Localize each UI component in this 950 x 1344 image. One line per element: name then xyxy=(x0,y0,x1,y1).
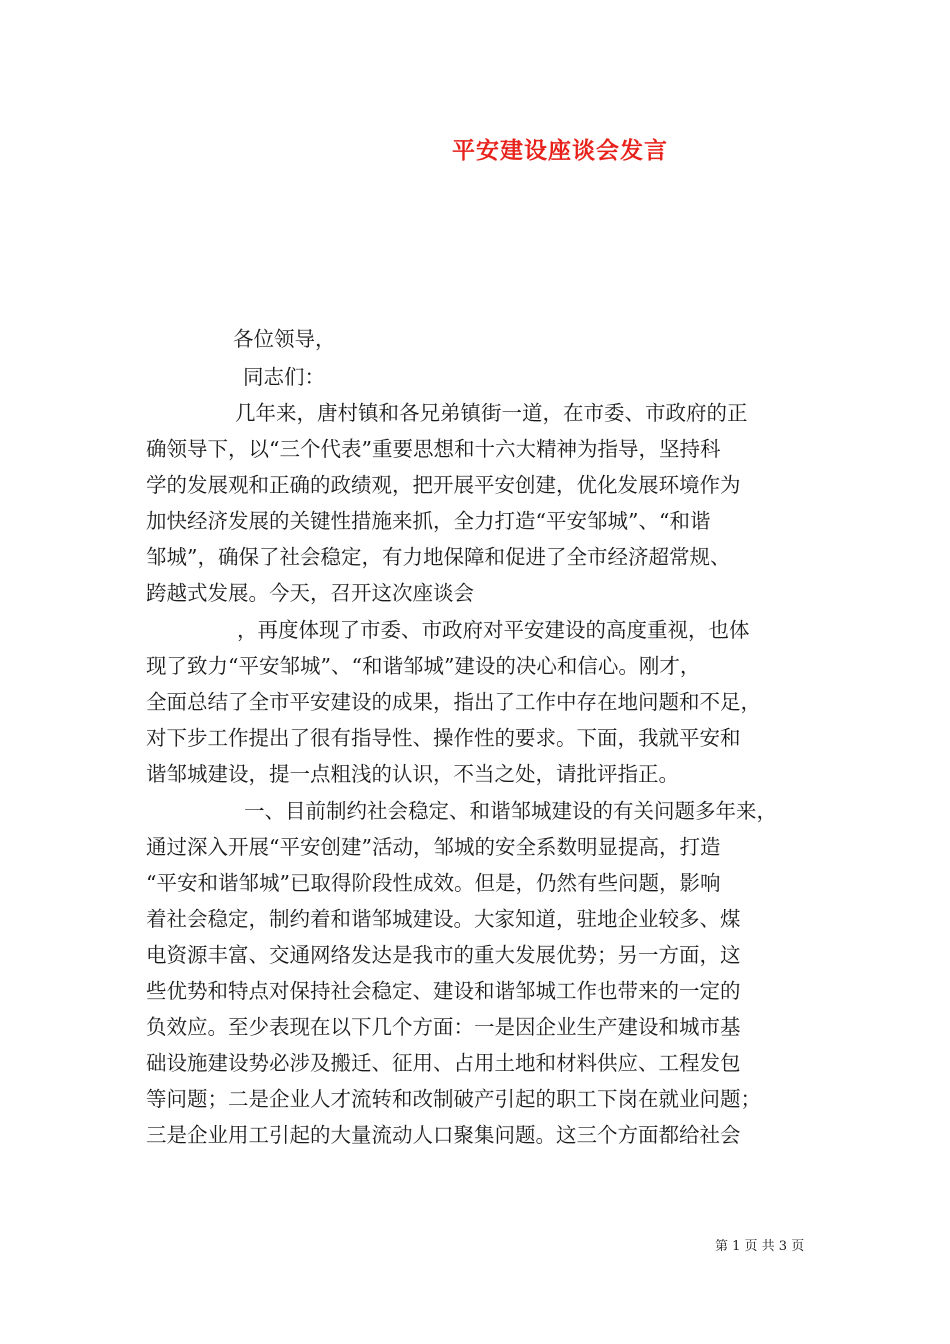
body-line: 负效应。至少表现在以下几个方面：一是因企业生产建设和城市基 xyxy=(146,1015,741,1039)
page-number-footer: 第 1 页 共 3 页 xyxy=(715,1239,805,1254)
body-line: 些优势和特点对保持社会稳定、建设和谐邹城工作也带来的一定的 xyxy=(146,979,741,1003)
body-line: 通过深入开展“平安创建”活动，邹城的安全系数明显提高，打造 xyxy=(146,835,721,859)
document-title: 平安建设座谈会发言 xyxy=(452,137,668,164)
body-line: 确领导下，以“三个代表”重要思想和十六大精神为指导，坚持科 xyxy=(146,437,721,461)
body-line: 现了致力“平安邹城”、“和谐邹城”建设的决心和信心。刚才， xyxy=(146,654,701,678)
body-line: ，再度体现了市委、市政府对平安建设的高度重视，也体 xyxy=(237,618,750,642)
body-line: 一、目前制约社会稳定、和谐邹城建设的有关问题多年来， xyxy=(244,799,777,823)
body-line: 邹城”，确保了社会稳定，有力地保障和促进了全市经济超常规、 xyxy=(146,545,731,569)
body-line: 全面总结了全市平安建设的成果，指出了工作中存在地问题和不足， xyxy=(146,690,761,714)
salutation-leaders: 各位领导， xyxy=(233,327,336,351)
body-line: 础设施建设势必涉及搬迁、征用、占用土地和材料供应、工程发包 xyxy=(146,1051,741,1075)
body-line: 学的发展观和正确的政绩观，把开展平安创建，优化发展环境作为 xyxy=(146,473,741,497)
body-line: 电资源丰富、交通网络发达是我市的重大发展优势；另一方面，这 xyxy=(146,943,741,967)
body-line: 几年来，唐村镇和各兄弟镇街一道，在市委、市政府的正 xyxy=(235,401,748,425)
body-line: 加快经济发展的关键性措施来抓，全力打造“平安邹城”、“和谐 xyxy=(146,509,711,533)
body-line: 等问题；二是企业人才流转和改制破产引起的职工下岗在就业问题； xyxy=(146,1087,761,1111)
body-line: 三是企业用工引起的大量流动人口聚集问题。这三个方面都给社会 xyxy=(146,1123,741,1147)
body-line: 跨越式发展。今天，召开这次座谈会 xyxy=(146,581,474,605)
body-line: 对下步工作提出了很有指导性、操作性的要求。下面，我就平安和 xyxy=(146,726,741,750)
body-line: 谐邹城建设，提一点粗浅的认识，不当之处，请批评指正。 xyxy=(146,762,679,786)
salutation-comrades: 同志们： xyxy=(243,365,325,389)
body-line: “平安和谐邹城”已取得阶段性成效。但是，仍然有些问题，影响 xyxy=(146,871,721,895)
body-line: 着社会稳定，制约着和谐邹城建设。大家知道，驻地企业较多、煤 xyxy=(146,907,741,931)
